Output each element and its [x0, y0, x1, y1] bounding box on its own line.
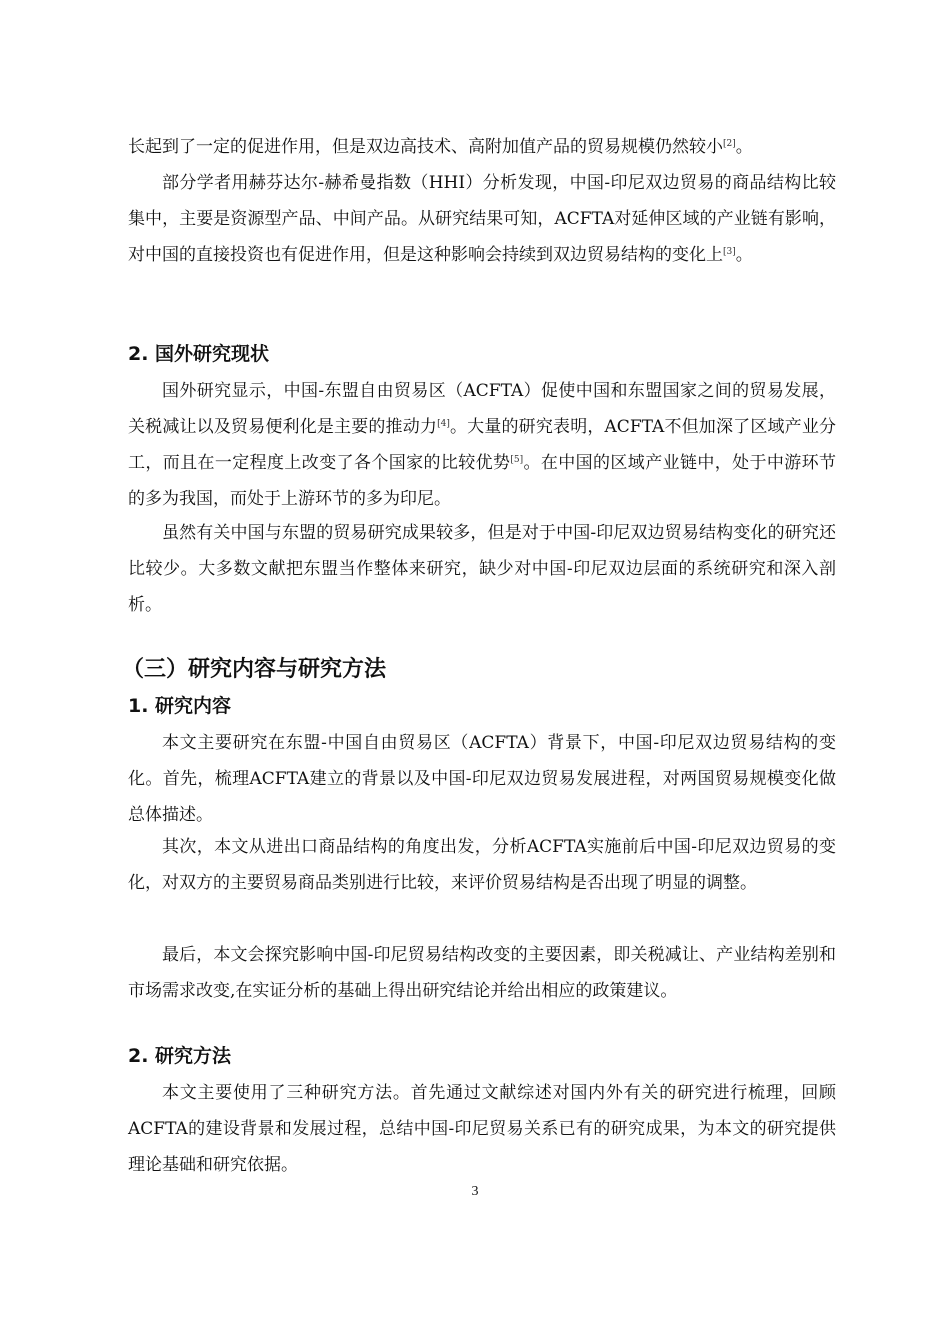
paragraph-text: 部分学者用赫芬达尔-赫希曼指数（HHI）分析发现，中国-印尼双边贸易的商品结构比较集中，主要是资源型产品、中间产品。从研究结果可知，ACFTA对延伸区域的产业链有影响，对中国的直接投资也有促进作用，但是这种影响会持续到双边贸易结构的变化上 [128, 173, 836, 265]
paragraph-text: 长起到了一定的促进作用，但是双边高技术、高附加值产品的贸易规模仍然较小 [128, 137, 723, 157]
heading-research-content: 1. 研究内容 [128, 695, 232, 717]
paragraph-text: 。 [735, 245, 753, 265]
paragraph-foreign [128, 373, 836, 517]
paragraph-method: 本文主要使用了三种研究方法。首先通过文献综述对国内外有关的研究进行梳理，回顾ACFTA的建设背景和发展过程，总结中国-印尼贸易关系已有的研究成果，为本文的研究提供理论基础和研究依据。 [128, 1083, 836, 1175]
page-number: 3 [471, 1184, 479, 1199]
citation-ref[interactable]: [4] [437, 419, 450, 429]
paragraph-content-second: 其次，本文从进出口商品结构的角度出发，分析ACFTA实施前后中国-印尼双边贸易的变化，对双方的主要贸易商品类别进行比较，来评价贸易结构是否出现了明显的调整。 [128, 837, 836, 893]
paragraph-text: 国外研究显示，中国-东盟自由贸易区（ACFTA）促使中国和东盟国家之间的贸易发展，关税减让以及贸易便利化是主要的推动力 [128, 381, 836, 437]
paragraph-content-intro: 本文主要研究在东盟-中国自由贸易区（ACFTA）背景下，中国-印尼双边贸易结构的变化。首先，梳理ACFTA建立的背景以及中国-印尼双边贸易发展进程，对两国贸易规模变化做总体描述。 [128, 733, 836, 825]
citation-ref[interactable]: [3] [723, 247, 736, 257]
section-heading: （三）研究内容与研究方法 [122, 657, 387, 682]
paragraph-content-last: 最后，本文会探究影响中国-印尼贸易结构改变的主要因素，即关税减让、产业结构差别和市场需求改变,在实证分析的基础上得出研究结论并给出相应的政策建议。 [128, 945, 836, 1001]
citation-ref[interactable]: [5] [510, 455, 524, 465]
paragraph-hhi [128, 165, 836, 273]
heading-foreign-research: 2. 国外研究现状 [128, 343, 270, 365]
citation-ref[interactable]: [2] [723, 139, 736, 149]
paragraph-text: 。在中国的区域产业链中，处于中游环节的多为我国，而处于上游环节的多为印尼。 [128, 453, 837, 509]
paragraph-text: 。 [735, 137, 753, 157]
paragraph-gap: 虽然有关中国与东盟的贸易研究成果较多，但是对于中国-印尼双边贸易结构变化的研究还比较少。大多数文献把东盟当作整体来研究，缺少对中国-印尼双边层面的系统研究和深入剖析。 [128, 523, 836, 615]
heading-research-method: 2. 研究方法 [128, 1045, 232, 1067]
paragraph-text: 。大量的研究表明，ACFTA不但加深了区域产业分工，而且在一定程度上改变了各个国家的比较优势 [128, 417, 837, 473]
paragraph-continuation [128, 129, 836, 165]
